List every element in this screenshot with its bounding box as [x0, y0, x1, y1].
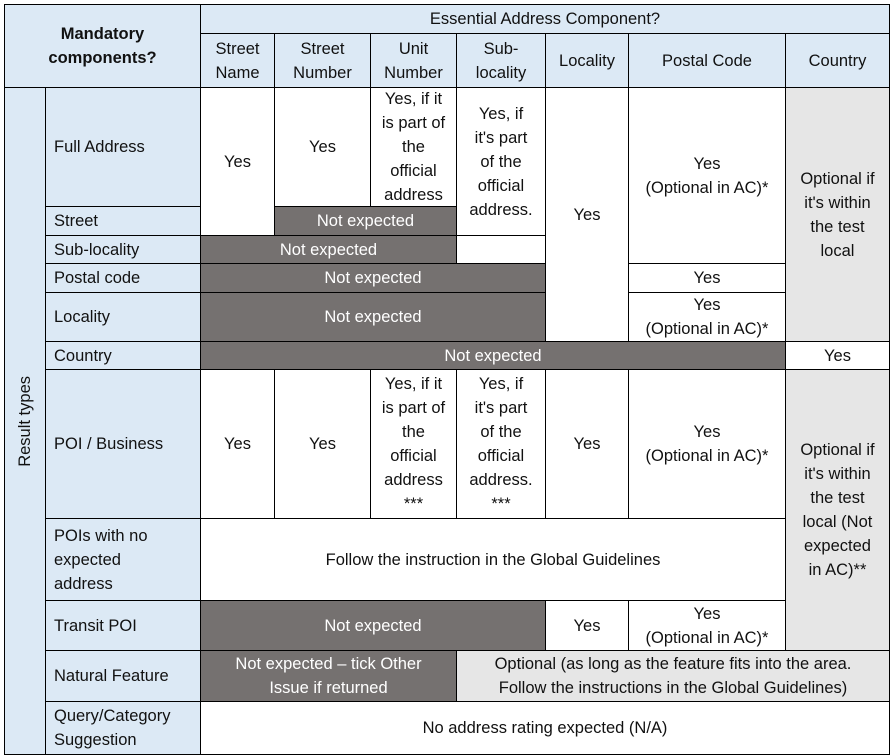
country-optional-cell-2: Optional if it's within the test local (Not expected in AC)** [786, 370, 890, 651]
col-postal-code: Postal Code [629, 34, 786, 88]
row-country: Country [46, 342, 201, 370]
row-transit-poi: Transit POI [46, 601, 201, 651]
poi-locality-cell: Yes [546, 370, 629, 519]
col-country: Country [786, 34, 890, 88]
poi-unit-cell: Yes, if it is part of the official address *** [371, 370, 457, 519]
result-types-text: Result types [16, 375, 34, 467]
postal-not-expected-cell: Not expected [201, 264, 546, 293]
locality-postal-cell: Yes (Optional in AC)* [629, 293, 786, 342]
transit-locality-cell: Yes [546, 601, 629, 651]
fa-street-name-cell: Yes [201, 88, 275, 236]
row-natural-feature: Natural Feature [46, 651, 201, 702]
col-street-number: Street Number [275, 34, 371, 88]
country-optional-cell-1: Optional if it's within the test local [786, 88, 890, 342]
natural-optional-cell: Optional (as long as the feature fits into the area. Follow the instructions in the Global Guidelines) [457, 651, 890, 702]
fa-unit-cell: Yes, if it is part of the official address [371, 88, 457, 207]
poi-street-name-cell: Yes [201, 370, 275, 519]
subloc-subloc-cell [457, 236, 546, 264]
row-sub-locality: Sub-locality [46, 236, 201, 264]
col-street-name: Street Name [201, 34, 275, 88]
country-not-expected-cell: Not expected [201, 342, 786, 370]
row-postal-code: Postal code [46, 264, 201, 293]
subloc-not-expected-cell: Not expected [201, 236, 457, 264]
poi-sublocality-cell: Yes, if it's part of the official address. *** [457, 370, 546, 519]
row-poi-no-address: POIs with no expected address [46, 519, 201, 601]
natural-not-expected-cell: Not expected – tick Other Issue if returned [201, 651, 457, 702]
transit-postal-cell: Yes (Optional in AC)* [629, 601, 786, 651]
transit-not-expected-cell: Not expected [201, 601, 546, 651]
essential-header: Essential Address Component? [201, 5, 890, 34]
row-poi-business: POI / Business [46, 370, 201, 519]
corner-header: Mandatory components? [5, 5, 201, 88]
locality-yes-cell: Yes [546, 88, 629, 342]
fa-street-number-cell: Yes [275, 88, 371, 207]
fa-sublocality-cell: Yes, if it's part of the official address. [457, 88, 546, 236]
street-not-expected-cell: Not expected [275, 207, 457, 236]
col-sub-locality: Sub- locality [457, 34, 546, 88]
poi-no-address-cell: Follow the instruction in the Global Guidelines [201, 519, 786, 601]
row-locality: Locality [46, 293, 201, 342]
row-full-address: Full Address [46, 88, 201, 207]
col-locality: Locality [546, 34, 629, 88]
locality-not-expected-cell: Not expected [201, 293, 546, 342]
country-yes-cell: Yes [786, 342, 890, 370]
poi-street-number-cell: Yes [275, 370, 371, 519]
row-street: Street [46, 207, 201, 236]
poi-postal-cell: Yes (Optional in AC)* [629, 370, 786, 519]
address-components-table [4, 4, 890, 755]
col-unit-number: Unit Number [371, 34, 457, 88]
query-na-cell: No address rating expected (N/A) [201, 702, 890, 755]
row-query-category: Query/Category Suggestion [46, 702, 201, 755]
postal-yes-cell: Yes [629, 264, 786, 293]
result-types-label [5, 88, 46, 755]
fa-postal-cell: Yes (Optional in AC)* [629, 88, 786, 264]
